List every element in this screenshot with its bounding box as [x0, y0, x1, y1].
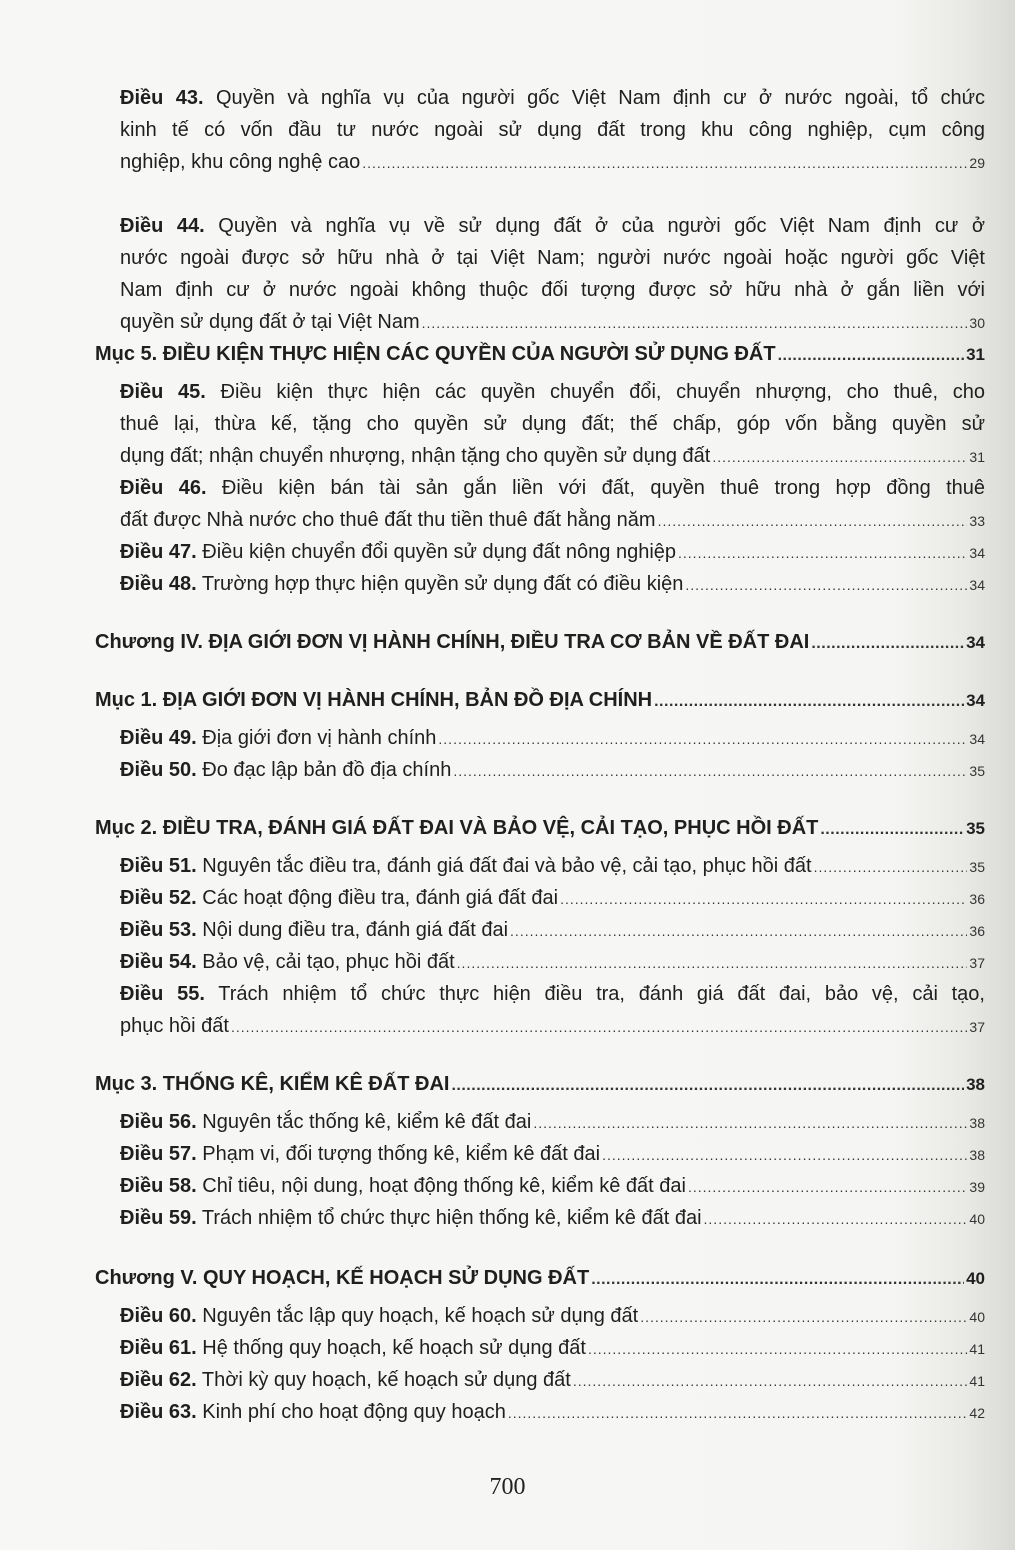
toc-line-text: Bảo vệ, cải tạo, phục hồi đất [202, 951, 455, 973]
toc-line-text: nước ngoài được sở hữu nhà ở tại Việt Nam; người nước ngoài hoặc người gốc Việt [120, 247, 985, 269]
toc-line [120, 1332, 985, 1365]
toc-article [95, 1202, 985, 1235]
dot-leader [640, 1301, 967, 1333]
dot-leader [704, 1203, 968, 1235]
toc-line-text: Chương V. QUY HOẠCH, KẾ HOẠCH SỬ DỤNG ĐẤT [95, 1267, 590, 1289]
article-label: Điều 60. [120, 1305, 197, 1327]
dot-leader [688, 1171, 967, 1203]
toc-line-text: thuê lại, thừa kế, tặng cho quyền sử dụng đất; thế chấp, góp vốn bằng quyền sử [120, 413, 985, 435]
toc-text [120, 1010, 229, 1042]
article-label: Điều 61. [120, 1337, 197, 1359]
toc-page-number: 35 [966, 819, 985, 838]
toc-line-text: Mục 1. ĐỊA GIỚI ĐƠN VỊ HÀNH CHÍNH, BẢN ĐỒ ĐỊA CHÍNH [95, 689, 653, 711]
toc-line-text: Trường hợp thực hiện quyền sử dụng đất có điều kiện [201, 573, 684, 595]
dot-leader [457, 947, 968, 979]
toc-article [95, 1396, 985, 1429]
toc-page-number: 38 [969, 1115, 985, 1131]
toc-page-number: 37 [969, 1019, 985, 1035]
toc-line [95, 1262, 985, 1296]
dot-leader [453, 755, 967, 787]
toc-article [95, 850, 985, 883]
toc-page-number: 38 [966, 1075, 985, 1094]
toc-article [95, 1364, 985, 1397]
toc-line-text: Trách nhiệm tổ chức thực hiện thống kê, kiểm kê đất đai [201, 1207, 702, 1229]
toc-section [95, 684, 985, 718]
toc-line [120, 1364, 985, 1397]
toc-page-number: 40 [966, 1269, 985, 1288]
toc-line [120, 1396, 985, 1429]
toc-line [95, 338, 985, 372]
toc-line [120, 1010, 985, 1043]
toc-line [120, 1170, 985, 1203]
dot-leader [591, 1264, 964, 1296]
toc-page-number: 31 [969, 449, 985, 465]
article-label: Điều 63. [120, 1401, 197, 1423]
toc-article [95, 722, 985, 755]
toc-page-number: 42 [969, 1405, 985, 1421]
article-label: Điều 59. [120, 1207, 197, 1229]
article-label: Điều 43. [120, 87, 204, 109]
toc-line-text: Nam định cư ở nước ngoài không thuộc đối tượng được sở hữu nhà ở gắn liền với [120, 279, 985, 301]
toc-line-text: Các hoạt động điều tra, đánh giá đất đai [202, 887, 559, 909]
toc-text [120, 114, 985, 146]
dot-leader [814, 851, 968, 883]
toc-page-number: 31 [966, 345, 985, 364]
toc-line [120, 850, 985, 883]
toc-page-number: 41 [969, 1341, 985, 1357]
toc-article [95, 914, 985, 947]
toc-text [120, 440, 710, 472]
toc-article [95, 472, 985, 537]
dot-leader [422, 307, 968, 339]
toc-line [120, 1106, 985, 1139]
toc-article [95, 978, 985, 1043]
dot-leader [712, 441, 967, 473]
toc-line [120, 568, 985, 601]
toc-article [95, 882, 985, 915]
toc-text [95, 812, 818, 844]
toc-line-text: Nội dung điều tra, đánh giá đất đai [202, 919, 509, 941]
toc-line-text: nghiệp, khu công nghệ cao [120, 151, 361, 173]
dot-leader [510, 915, 967, 947]
dot-leader [811, 628, 964, 660]
dot-leader [658, 505, 968, 537]
dot-leader [533, 1107, 967, 1139]
toc-page-number: 33 [969, 513, 985, 529]
article-label: Điều 47. [120, 541, 197, 563]
toc-text [120, 1364, 571, 1396]
toc-text [120, 82, 985, 114]
toc-line-text: Quyền và nghĩa vụ của người gốc Việt Nam định cư ở nước ngoài, tổ chức [215, 87, 986, 109]
toc-line-text: Nguyên tắc thống kê, kiểm kê đất đai [202, 1111, 532, 1133]
toc-article [95, 376, 985, 473]
toc-line-text: Mục 3. THỐNG KÊ, KIỂM KÊ ĐẤT ĐAI [95, 1073, 450, 1095]
toc-article [95, 568, 985, 601]
toc-section [95, 1068, 985, 1102]
toc-page-number: 36 [969, 923, 985, 939]
toc-page-number: 34 [969, 545, 985, 561]
article-label: Điều 56. [120, 1111, 197, 1133]
toc-line [120, 472, 985, 504]
toc-line-text: Chương IV. ĐỊA GIỚI ĐƠN VỊ HÀNH CHÍNH, ĐIỀU TRA CƠ BẢN VỀ ĐẤT ĐAI [95, 631, 810, 653]
toc-section [95, 626, 985, 660]
toc-section [95, 812, 985, 846]
toc-line [120, 306, 985, 339]
dot-leader [602, 1139, 967, 1171]
toc-page-number: 34 [966, 633, 985, 652]
toc-line [120, 1202, 985, 1235]
dot-leader [778, 340, 965, 372]
toc-line-text: Đo đạc lập bản đồ địa chính [202, 759, 452, 781]
article-label: Điều 45. [120, 381, 206, 403]
toc-line-text: Chỉ tiêu, nội dung, hoạt động thống kê, kiểm kê đất đai [202, 1175, 686, 1197]
toc-article [95, 946, 985, 979]
toc-line [120, 504, 985, 537]
toc-text [120, 1332, 586, 1364]
toc-article [95, 1106, 985, 1139]
toc-text [120, 536, 676, 568]
toc-text [120, 568, 683, 600]
dot-leader [231, 1011, 967, 1043]
toc-section [95, 1262, 985, 1296]
article-label: Điều 46. [120, 477, 207, 499]
toc-text [120, 408, 985, 440]
page-number: 700 [489, 1474, 526, 1500]
toc-page-number: 36 [969, 891, 985, 907]
toc-line [120, 978, 985, 1010]
toc-line-text: Phạm vi, đối tượng thống kê, kiểm kê đất đai [202, 1143, 601, 1165]
toc-line [120, 274, 985, 306]
toc-text [120, 754, 451, 786]
dot-leader [588, 1333, 967, 1365]
toc-line-text: Điều kiện bán tài sản gắn liền với đất, quyền thuê trong hợp đồng thuê [221, 477, 986, 499]
dot-leader [573, 1365, 968, 1397]
toc-text [120, 472, 985, 504]
dot-leader [560, 883, 967, 915]
toc-text [120, 914, 508, 946]
toc-page-number: 37 [969, 955, 985, 971]
article-label: Điều 50. [120, 759, 197, 781]
toc-article [95, 1332, 985, 1365]
toc-page-number: 34 [969, 731, 985, 747]
toc-text [120, 1396, 506, 1428]
article-label: Điều 44. [120, 215, 205, 237]
toc-article [95, 536, 985, 569]
toc-page-number: 30 [969, 315, 985, 331]
toc-page-number: 29 [969, 155, 985, 171]
toc-line-text: Điều kiện thực hiện các quyền chuyển đổi, chuyển nhượng, cho thuê, cho [220, 381, 985, 403]
toc-line-text: quyền sử dụng đất ở tại Việt Nam [120, 311, 420, 333]
toc-line-text: dụng đất; nhận chuyển nhượng, nhận tặng cho quyền sử dụng đất [120, 445, 711, 467]
toc-line [120, 1300, 985, 1333]
toc-text [120, 504, 656, 536]
toc-line-text: Nguyên tắc lập quy hoạch, kế hoạch sử dụng đất [202, 1305, 639, 1327]
toc-line [95, 684, 985, 718]
toc-line-text: Điều kiện chuyển đổi quyền sử dụng đất nông nghiệp [202, 541, 677, 563]
dot-leader [362, 147, 967, 179]
toc-text [120, 1170, 686, 1202]
toc-line-text: Kinh phí cho hoạt động quy hoạch [202, 1401, 506, 1423]
toc-line-text: phục hồi đất [120, 1015, 229, 1037]
dot-leader [654, 686, 964, 718]
toc-page-number: 39 [969, 1179, 985, 1195]
toc-text [120, 1300, 638, 1332]
toc-page-number: 35 [969, 763, 985, 779]
article-label: Điều 57. [120, 1143, 197, 1165]
toc-text [95, 338, 776, 370]
dot-leader [820, 814, 964, 846]
toc-page-number: 40 [969, 1211, 985, 1227]
toc-article [95, 1300, 985, 1333]
toc-text [95, 684, 652, 716]
toc-line [120, 882, 985, 915]
toc-line [120, 408, 985, 440]
toc-page-number: 35 [969, 859, 985, 875]
toc-line [120, 210, 985, 242]
article-label: Điều 48. [120, 573, 197, 595]
toc-text [120, 978, 985, 1010]
dot-leader [508, 1397, 968, 1429]
toc-text [120, 146, 360, 178]
toc-line-text: Nguyên tắc điều tra, đánh giá đất đai và bảo vệ, cải tạo, phục hồi đất [202, 855, 812, 877]
toc-line [120, 82, 985, 114]
toc-line-text: Mục 2. ĐIỀU TRA, ĐÁNH GIÁ ĐẤT ĐAI VÀ BẢO VỆ, CẢI TẠO, PHỤC HỒI ĐẤT [95, 817, 819, 839]
toc-line-text: đất được Nhà nước cho thuê đất thu tiền thuê đất hằng năm [120, 509, 656, 531]
toc-line [120, 440, 985, 473]
toc-line [95, 626, 985, 660]
toc-page-number: 41 [969, 1373, 985, 1389]
dot-leader [451, 1070, 964, 1102]
toc-page-number: 38 [969, 1147, 985, 1163]
toc-article [95, 1170, 985, 1203]
toc-line [120, 946, 985, 979]
toc-text [95, 1262, 589, 1294]
article-label: Điều 53. [120, 919, 197, 941]
article-label: Điều 58. [120, 1175, 197, 1197]
toc-line [120, 146, 985, 179]
toc-line [120, 754, 985, 787]
toc-line [95, 812, 985, 846]
toc-article [95, 1138, 985, 1171]
article-label: Điều 51. [120, 855, 197, 877]
toc-line [120, 536, 985, 569]
toc-article [95, 210, 985, 339]
toc-text [120, 946, 455, 978]
toc-line [120, 114, 985, 146]
toc-line-text: kinh tế có vốn đầu tư nước ngoài sử dụng đất trong khu công nghiệp, cụm công [120, 119, 985, 141]
dot-leader [685, 569, 967, 601]
toc-line [120, 1138, 985, 1171]
article-label: Điều 54. [120, 951, 197, 973]
toc-text [120, 242, 985, 274]
toc-line [120, 914, 985, 947]
toc-text [120, 306, 420, 338]
toc-page-number: 40 [969, 1309, 985, 1325]
toc-line [95, 1068, 985, 1102]
toc-line [120, 722, 985, 755]
toc-line [120, 376, 985, 408]
toc-line-text: Thời kỳ quy hoạch, kế hoạch sử dụng đất [201, 1369, 571, 1391]
article-label: Điều 62. [120, 1369, 197, 1391]
toc-page-number: 34 [969, 577, 985, 593]
dot-leader [678, 537, 967, 569]
toc-text [120, 882, 558, 914]
article-label: Điều 49. [120, 727, 197, 749]
toc-text [120, 850, 812, 882]
toc-text [120, 1202, 702, 1234]
article-label: Điều 55. [120, 983, 205, 1005]
toc-text [120, 274, 985, 306]
toc-text [120, 1106, 531, 1138]
toc-line-text: Trách nhiệm tổ chức thực hiện điều tra, đánh giá đất đai, bảo vệ, cải tạo, [218, 983, 985, 1005]
toc-line-text: Quyền và nghĩa vụ về sử dụng đất ở của người gốc Việt Nam định cư ở [218, 215, 985, 237]
toc-page-number: 34 [966, 691, 985, 710]
toc-text [95, 626, 809, 658]
toc-text [120, 1138, 600, 1170]
toc-line-text: Hệ thống quy hoạch, kế hoạch sử dụng đất [202, 1337, 586, 1359]
toc-text [120, 210, 985, 242]
article-label: Điều 52. [120, 887, 197, 909]
toc-line-text: Địa giới đơn vị hành chính [202, 727, 437, 749]
toc-text [120, 722, 436, 754]
toc-line [120, 242, 985, 274]
toc-text [120, 376, 985, 408]
toc-text [95, 1068, 449, 1100]
toc-article [95, 82, 985, 179]
toc-article [95, 754, 985, 787]
dot-leader [438, 723, 967, 755]
toc-section [95, 338, 985, 372]
toc-line-text: Mục 5. ĐIỀU KIỆN THỰC HIỆN CÁC QUYỀN CỦA NGƯỜI SỬ DỤNG ĐẤT [95, 343, 776, 365]
